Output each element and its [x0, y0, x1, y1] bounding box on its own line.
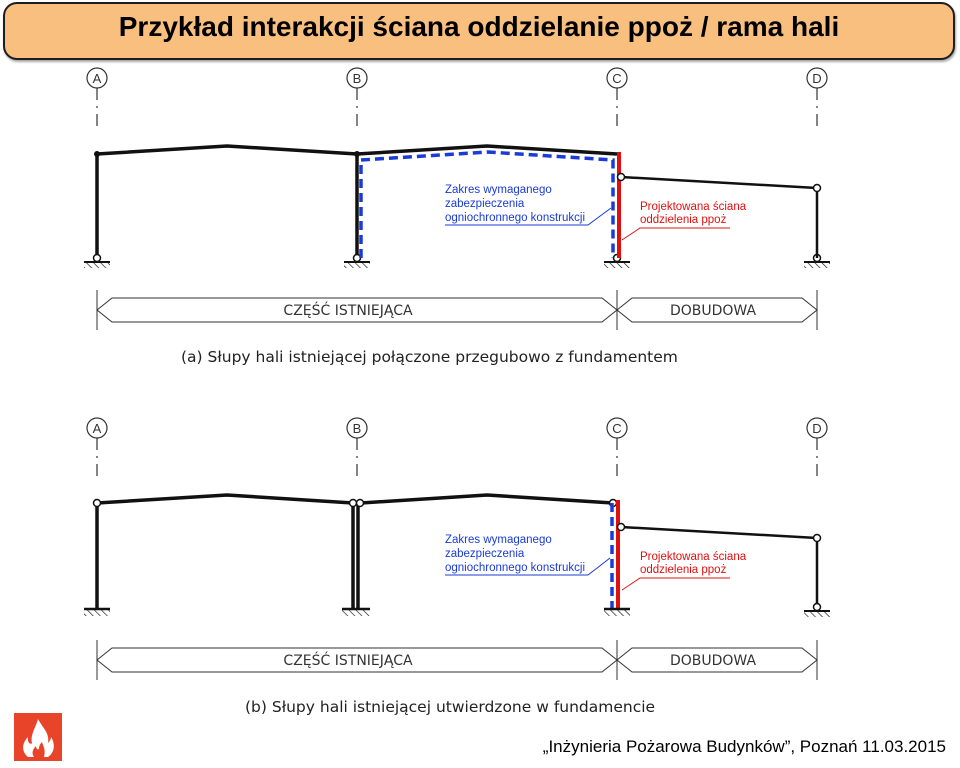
pinned-base-a	[84, 255, 110, 269]
axis-label: B	[352, 421, 362, 436]
caption-a: (a) Słupy hali istniejącej połączone przegubowo z fundamentem	[181, 348, 678, 366]
annotation-line: Zakres wymaganego	[445, 534, 552, 546]
axis-marker-b	[347, 68, 367, 132]
axis-marker-a	[87, 418, 107, 482]
annotation-line: oddzielenia ppoż	[640, 564, 727, 576]
axis-label: B	[352, 71, 362, 86]
annotation-protection-scope	[445, 184, 611, 225]
hinge-joint	[350, 500, 357, 507]
annotation-line: oddzielenia ppoż	[640, 214, 727, 226]
panel-a	[84, 68, 830, 366]
annotation-fire-wall	[622, 201, 747, 240]
hinge-joint	[618, 174, 625, 181]
annotation-fire-wall	[622, 551, 747, 590]
axis-label: C	[612, 421, 622, 436]
hinge-joint	[814, 185, 821, 192]
footer-text: „Inżynieria Pożarowa Budynków”, Poznań 11.03.2015	[542, 737, 946, 756]
caption-b: (b) Słupy hali istniejącej utwierdzone w fundamencie	[245, 698, 656, 716]
axis-label: C	[612, 71, 622, 86]
hinge-joint	[814, 535, 821, 542]
hinge-joint	[357, 500, 364, 507]
annotation-protection-scope	[445, 534, 610, 575]
annotation-line: Zakres wymaganego	[445, 184, 552, 196]
axis-marker-c	[607, 68, 627, 132]
existing-frame	[97, 495, 613, 608]
annotation-line: Projektowana ściana	[640, 551, 747, 563]
flame-icon	[14, 713, 62, 761]
axis-label: D	[812, 421, 822, 436]
axis-marker-b	[347, 418, 367, 482]
panel-b	[84, 418, 830, 716]
pinned-base-d	[804, 604, 830, 618]
dim-label-existing: CZĘŚĆ ISTNIEJĄCA	[283, 303, 413, 319]
frame-joint	[354, 151, 360, 157]
annotation-line: zabezpieczenia	[445, 198, 525, 210]
annotation-line: zabezpieczenia	[445, 548, 525, 560]
axis-marker-d	[807, 68, 827, 132]
axis-label: A	[92, 71, 102, 86]
hinge-joint	[618, 524, 625, 531]
dim-label-extension: DOBUDOWA	[669, 653, 757, 669]
axis-marker-a	[87, 68, 107, 132]
annotation-line: ogniochronnego konstrukcji	[445, 562, 586, 574]
fixed-base-c	[604, 609, 630, 616]
hinge-joint	[94, 500, 101, 507]
axis-label: A	[92, 421, 102, 436]
frame-joint	[94, 151, 100, 157]
dim-label-extension: DOBUDOWA	[669, 303, 757, 319]
existing-frame	[97, 146, 617, 258]
fixed-base-b	[342, 609, 370, 616]
dim-label-existing: CZĘŚĆ ISTNIEJĄCA	[283, 653, 413, 669]
axis-marker-d	[807, 418, 827, 482]
fixed-base-a	[84, 609, 110, 616]
page-title: Przykład interakcji ściana oddzielanie ppoż / rama hali	[118, 11, 840, 42]
pinned-base-b	[344, 255, 370, 269]
axis-marker-c	[607, 418, 627, 482]
annotation-line: ogniochronnego konstrukcji	[445, 212, 586, 224]
axis-label: D	[812, 71, 822, 86]
annotation-line: Projektowana ściana	[640, 201, 747, 213]
